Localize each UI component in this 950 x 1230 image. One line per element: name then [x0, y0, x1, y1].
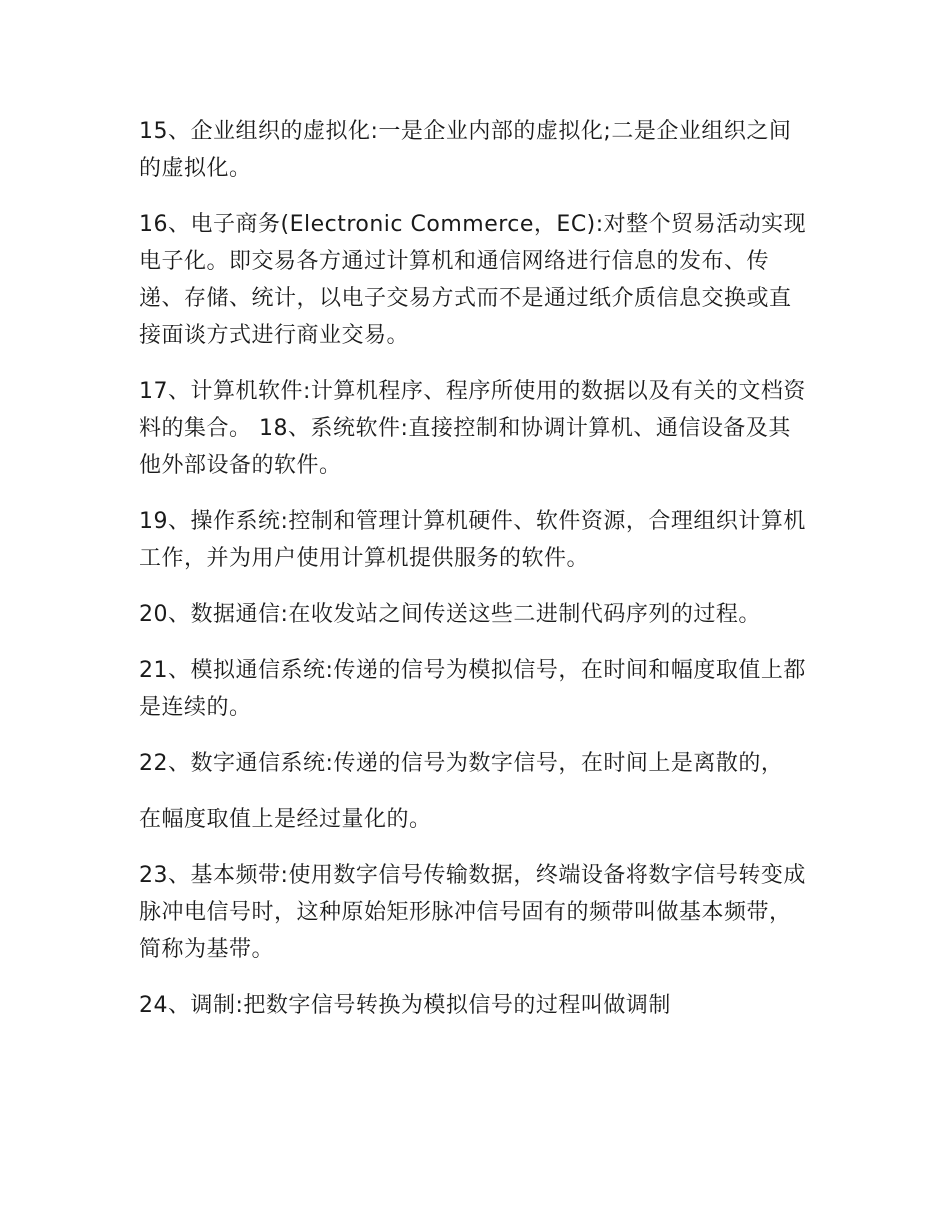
paragraph-21: 21、模拟通信系统:传递的信号为模拟信号，在时间和幅度取值上都是连续的。: [139, 658, 806, 720]
paragraph-24: 24、调制:把数字信号转换为模拟信号的过程叫做调制: [139, 993, 671, 1018]
paragraph-23: 23、基本频带:使用数字信号传输数据，终端设备将数字信号转变成脉冲电信号时，这种原始矩形脉冲信号固有的频带叫做基本频带，简称为基带。: [139, 863, 806, 962]
paragraph-19: 19、操作系统:控制和管理计算机硬件、软件资源，合理组织计算机工作，并为用户使用计算机提供服务的软件。: [139, 509, 806, 571]
document-body: [139, 113, 811, 1043]
paragraph-22-continued: 在幅度取值上是经过量化的。: [139, 807, 432, 832]
paragraph-16: 16、电子商务(Electronic Commerce，EC):对整个贸易活动实现电子化。即交易各方通过计算机和通信网络进行信息的发布、传递、存储、统计，以电子交易方式而不是通过纸介质信息交换或直接面谈方式进行商业交易。: [139, 212, 807, 348]
paragraph-15: 15、企业组织的虚拟化:一是企业内部的虚拟化;二是企业组织之间的虚拟化。: [139, 119, 792, 181]
paragraph-22: 22、数字通信系统:传递的信号为数字信号，在时间上是离散的，: [139, 751, 784, 776]
paragraph-17-18: 17、计算机软件:计算机程序、程序所使用的数据以及有关的文档资料的集合。 18、系统软件:直接控制和协调计算机、通信设备及其他外部设备的软件。: [139, 379, 806, 478]
paragraph-20: 20、数据通信:在收发站之间传送这些二进制代码序列的过程。: [139, 602, 761, 627]
